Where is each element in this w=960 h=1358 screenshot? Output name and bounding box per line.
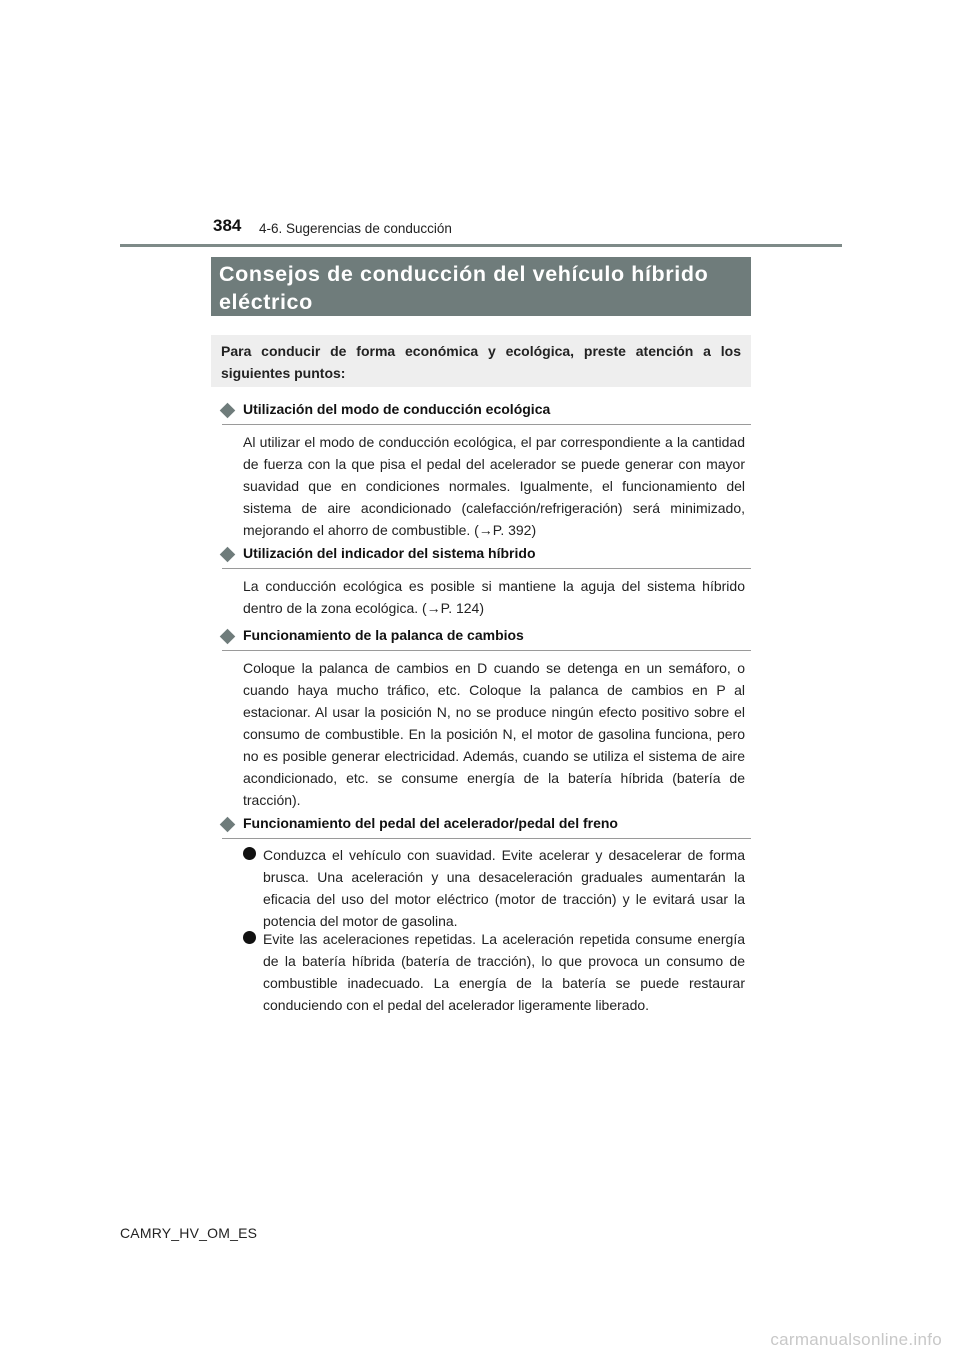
paragraph-shift-lever: Coloque la palanca de cambios en D cuando se detenga en un semáforo, o cuando haya mucho tráfico, etc. Coloque la palanca de cambios en P al estacionar. Al usar la posición N, no se produce ningún efecto positivo sobre el consumo de combustible. En la posición N, el motor de gasolina funciona, pero no es posible generar electricidad. Además, cuando se utiliza el sistema de aire acondicionado, etc. se consume energía de la batería híbrida (batería de tracción).	[243, 660, 745, 808]
heading-pedals	[222, 815, 751, 839]
diamond-icon	[220, 403, 236, 419]
bullet-item	[243, 928, 745, 1016]
page-number: 384	[213, 216, 242, 235]
diamond-icon	[220, 547, 236, 563]
bullet-dot-icon	[243, 931, 256, 944]
title-box	[211, 257, 751, 316]
bullet-text: Evite las aceleraciones repetidas. La aceleración repetida consume energía de la batería híbrida (batería de tracción), lo que provoca un consumo de combustible inadecuado. La energía de la batería se puede restaurar conduciendo con el pedal del acelerador ligeramente liberado.	[263, 931, 745, 1013]
bullet-text: Conduzca el vehículo con suavidad. Evite acelerar y desacelerar de forma brusca. Una aceleración y una desaceleración graduales aumentarán la eficacia del uso del motor eléctrico (motor de tracción) y le evitará usar la potencia del motor de gasolina.	[263, 847, 745, 929]
heading-hybrid-indicator	[222, 545, 751, 569]
heading-text: Funcionamiento de la palanca de cambios	[243, 627, 524, 643]
bullet-dot-icon	[243, 847, 256, 860]
intro-text: Para conducir de forma económica y ecológica, preste atención a los siguientes puntos:	[221, 343, 741, 381]
heading-text: Utilización del indicador del sistema híbrido	[243, 545, 536, 561]
page-title: Consejos de conducción del vehículo híbrido eléctrico	[219, 262, 709, 314]
intro-box	[211, 335, 751, 387]
heading-shift-lever	[222, 627, 751, 651]
diamond-icon	[220, 629, 236, 645]
section-label: 4-6. Sugerencias de conducción	[259, 221, 452, 236]
watermark: carmanualsonline.info	[770, 1330, 942, 1349]
bullet-item	[243, 844, 745, 932]
heading-eco-mode	[222, 401, 751, 425]
diamond-icon	[220, 817, 236, 833]
heading-text: Utilización del modo de conducción ecológica	[243, 401, 551, 417]
footer-code: CAMRY_HV_OM_ES	[120, 1225, 258, 1241]
heading-text: Funcionamiento del pedal del acelerador/pedal del freno	[243, 815, 618, 831]
header-rule	[120, 244, 842, 247]
paragraph-eco-mode: Al utilizar el modo de conducción ecológica, el par correspondiente a la cantidad de fuerza con la que pisa el pedal del acelerador se puede generar con mayor suavidad que en condiciones normales. Igualmente, el funcionamiento del sistema de aire acondicionado (calefacción/refrigeración) será minimizado, mejorando el ahorro de combustible. (→P. 392)	[243, 434, 745, 538]
paragraph-hybrid-indicator: La conducción ecológica es posible si mantiene la aguja del sistema híbrido dentro de la zona ecológica. (→P. 124)	[243, 578, 745, 616]
